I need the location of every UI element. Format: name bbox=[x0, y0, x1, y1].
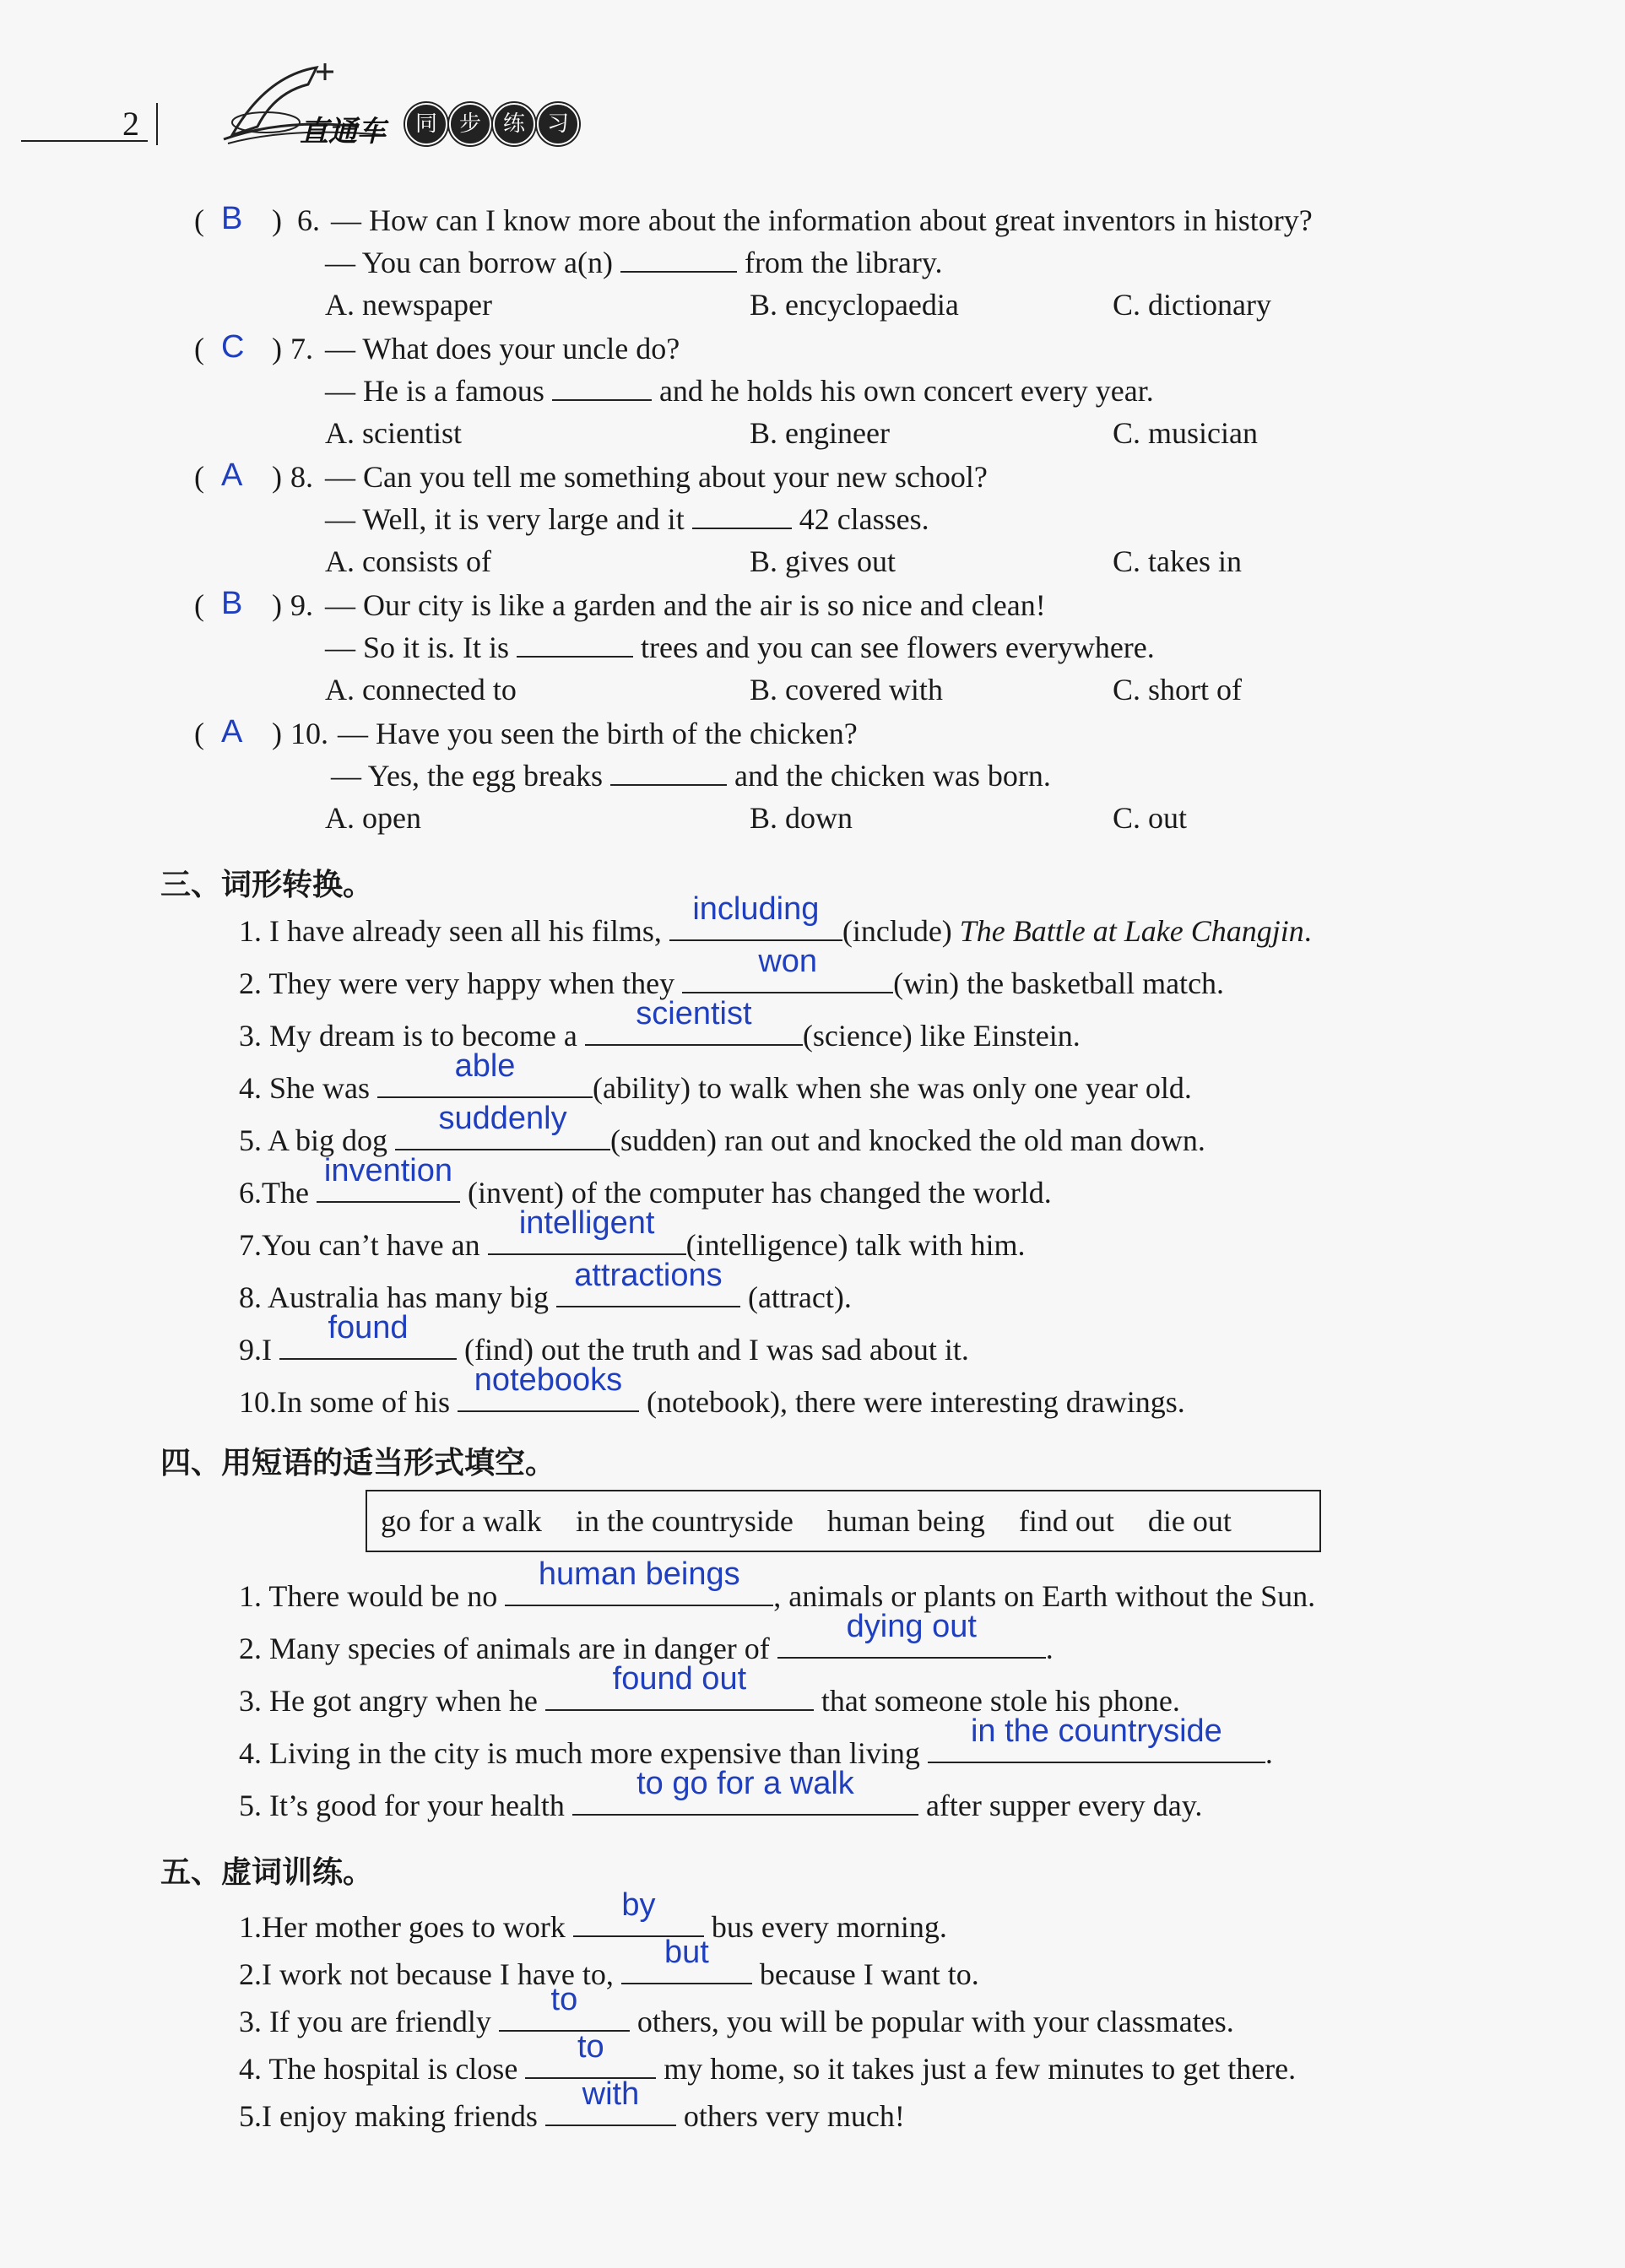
answer: by bbox=[621, 1887, 656, 1923]
item-post: because I want to. bbox=[759, 1957, 979, 1991]
answer: to go for a walk bbox=[636, 1766, 854, 1801]
item-post: others, you will be popular with your classmates. bbox=[636, 2005, 1234, 2038]
answer: found bbox=[328, 1310, 409, 1345]
answer: intelligent bbox=[518, 1205, 655, 1241]
reply-post: from the library. bbox=[744, 246, 943, 279]
item-post: (win) the basketball match. bbox=[893, 966, 1225, 1000]
reply-text bbox=[325, 501, 929, 537]
item-line bbox=[239, 2076, 905, 2134]
item-pre: 2.I work not because I have to, bbox=[239, 1957, 614, 1991]
item-post: bus every morning. bbox=[711, 1910, 947, 1944]
answer-slot bbox=[545, 1661, 814, 1719]
option-a: A. consists of bbox=[325, 544, 491, 578]
answer: scientist bbox=[636, 996, 752, 1031]
option-b: B. encyclopaedia bbox=[750, 288, 959, 322]
phrase-bank bbox=[366, 1490, 1321, 1552]
answer-slot bbox=[928, 1713, 1265, 1771]
answer: suddenly bbox=[438, 1101, 567, 1136]
item-pre: 3. He got angry when he bbox=[239, 1684, 538, 1718]
mc-answer: A bbox=[221, 714, 243, 750]
section-4-title: 四、用短语的适当形式填空。 bbox=[160, 1446, 556, 1480]
item-post: (notebook), there were interesting drawings. bbox=[646, 1385, 1185, 1419]
item-post: (intelligence) talk with him. bbox=[685, 1228, 1026, 1262]
badge-char: 练 bbox=[493, 103, 535, 145]
paren-close: ) bbox=[272, 460, 282, 494]
paren-open: ( bbox=[194, 717, 204, 750]
answer: invention bbox=[323, 1153, 453, 1188]
item-pre: 1. I have already seen all his films, bbox=[239, 914, 662, 948]
answer: found out bbox=[612, 1661, 747, 1697]
paren-close: ) bbox=[272, 332, 282, 365]
question-text: — Have you seen the birth of the chicken? bbox=[338, 717, 858, 750]
item-post: (include) bbox=[842, 914, 952, 948]
reply-pre: — So it is. It is bbox=[325, 631, 510, 664]
item-pre: 10.In some of his bbox=[239, 1385, 450, 1419]
answer-slot bbox=[279, 1310, 457, 1367]
answer-slot bbox=[458, 1362, 639, 1420]
mc-answer: C bbox=[221, 329, 245, 365]
answer-slot bbox=[572, 1766, 918, 1823]
answer: notebooks bbox=[474, 1362, 623, 1398]
option-a: A. connected to bbox=[325, 673, 517, 706]
item-line bbox=[239, 996, 1081, 1053]
question-number: 6. bbox=[297, 203, 320, 237]
answer: attractions bbox=[574, 1258, 723, 1293]
item-pre: 5. A big dog bbox=[239, 1123, 388, 1157]
answer: able bbox=[454, 1048, 516, 1084]
question-number: 8. bbox=[290, 460, 313, 494]
phrase: go for a walk bbox=[381, 1504, 542, 1538]
item-post: (invent) of the computer has changed the world. bbox=[467, 1176, 1052, 1210]
film-title: The Battle at Lake Changjin bbox=[959, 914, 1304, 948]
paren-close: ) bbox=[272, 588, 282, 622]
option-b: B. covered with bbox=[750, 673, 943, 706]
answer: won bbox=[758, 944, 818, 979]
answer: including bbox=[692, 891, 820, 927]
answer-slot bbox=[585, 996, 803, 1053]
option-b: B. gives out bbox=[750, 544, 896, 578]
answer-slot bbox=[556, 1258, 740, 1315]
question-number: 7. bbox=[290, 332, 313, 365]
answer: dying out bbox=[846, 1609, 977, 1644]
paren-open: ( bbox=[194, 332, 204, 365]
answer: to bbox=[577, 2029, 604, 2065]
reply-post: 42 classes. bbox=[799, 502, 929, 536]
badge-char: 步 bbox=[449, 103, 491, 145]
answer-slot bbox=[777, 1609, 1046, 1666]
badge-char: 同 bbox=[405, 103, 447, 145]
reply-post: and the chicken was born. bbox=[734, 759, 1051, 793]
answer: human beings bbox=[538, 1556, 740, 1592]
paren-close: ) bbox=[272, 717, 282, 750]
paren-open: ( bbox=[194, 588, 204, 622]
item-line bbox=[239, 1362, 1185, 1420]
blank bbox=[517, 631, 633, 658]
question-number: 10. bbox=[290, 717, 328, 750]
phrase: find out bbox=[1018, 1504, 1114, 1538]
answer: with bbox=[582, 2076, 640, 2112]
item-post: others very much! bbox=[683, 2099, 905, 2133]
option-c: C. takes in bbox=[1113, 544, 1242, 578]
option-b: B. engineer bbox=[750, 416, 890, 450]
item-pre: 8. Australia has many big bbox=[239, 1280, 549, 1314]
item-pre: 6.The bbox=[239, 1176, 309, 1210]
item-line bbox=[239, 1766, 1203, 1823]
option-b: B. down bbox=[750, 801, 853, 835]
option-c: C. dictionary bbox=[1113, 288, 1271, 322]
item-pre: 7.You can’t have an bbox=[239, 1228, 480, 1262]
answer-slot bbox=[505, 1556, 773, 1614]
option-a: A. newspaper bbox=[325, 288, 492, 322]
item-pre: 2. They were very happy when they bbox=[239, 966, 675, 1000]
item-post: my home, so it takes just a few minutes to get there. bbox=[664, 2052, 1297, 2086]
answer: in the countryside bbox=[970, 1713, 1222, 1749]
mc-answer: B bbox=[221, 586, 243, 621]
item-post: , animals or plants on Earth without the Sun. bbox=[773, 1579, 1316, 1613]
question-text: — What does your uncle do? bbox=[325, 332, 680, 365]
reply-pre: — Well, it is very large and it bbox=[325, 502, 685, 536]
item-line bbox=[239, 2029, 1297, 2087]
item-pre: 4. Living in the city is much more expensive than living bbox=[239, 1736, 920, 1770]
option-a: A. scientist bbox=[325, 416, 462, 450]
item-pre: 4. She was bbox=[239, 1071, 370, 1105]
blank bbox=[692, 502, 792, 529]
item-line bbox=[239, 1887, 947, 1945]
item-pre: 2. Many species of animals are in danger of bbox=[239, 1632, 770, 1665]
item-pre: 5.I enjoy making friends bbox=[239, 2099, 538, 2133]
paren-open: ( bbox=[194, 203, 204, 237]
option-c: C. short of bbox=[1113, 673, 1242, 706]
reply-pre: — He is a famous bbox=[325, 374, 544, 408]
phrase: die out bbox=[1147, 1504, 1232, 1538]
item-post: (ability) to walk when she was only one year old. bbox=[593, 1071, 1192, 1105]
answer-slot bbox=[317, 1153, 460, 1210]
item-pre: 9.I bbox=[239, 1333, 272, 1367]
item-line bbox=[239, 1982, 1234, 2039]
item-post: that someone stole his phone. bbox=[821, 1684, 1180, 1718]
item-line bbox=[239, 1048, 1192, 1106]
paren-close: ) bbox=[272, 203, 282, 237]
item-end: . bbox=[1303, 914, 1312, 948]
reply-post: and he holds his own concert every year. bbox=[658, 374, 1154, 408]
page-number: 2 bbox=[106, 103, 158, 145]
question-text: — How can I know more about the information about great inventors in history? bbox=[331, 203, 1313, 237]
item-post: (attract). bbox=[747, 1280, 852, 1314]
section-5-title: 五、虚词训练。 bbox=[160, 1855, 374, 1890]
item-post: (sudden) ran out and knocked the old man down. bbox=[610, 1123, 1205, 1157]
logo bbox=[215, 59, 401, 152]
option-a: A. open bbox=[325, 801, 421, 835]
answer-slot bbox=[621, 1935, 752, 1992]
item-post: (find) out the truth and I was sad about it. bbox=[464, 1333, 969, 1367]
reply-pre: — You can borrow a(n) bbox=[325, 246, 613, 279]
item-post: after supper every day. bbox=[925, 1789, 1203, 1822]
mc-answer: A bbox=[221, 457, 243, 493]
option-c: C. out bbox=[1113, 801, 1188, 835]
item-pre: 1.Her mother goes to work bbox=[239, 1910, 566, 1944]
item-pre: 3. If you are friendly bbox=[239, 2005, 491, 2038]
badge-char: 习 bbox=[537, 103, 579, 145]
item-post: . bbox=[1045, 1632, 1054, 1665]
logo-text: 直通车 bbox=[300, 115, 386, 149]
blank bbox=[610, 759, 727, 786]
reply-post: trees and you can see flowers everywhere. bbox=[641, 631, 1155, 664]
answer: but bbox=[664, 1935, 709, 1970]
mc-answer: B bbox=[221, 201, 243, 236]
item-post: . bbox=[1265, 1736, 1273, 1770]
item-pre: 3. My dream is to become a bbox=[239, 1019, 577, 1053]
reply-text bbox=[331, 758, 1051, 793]
item-pre: 4. The hospital is close bbox=[239, 2052, 518, 2086]
reply-text bbox=[325, 245, 943, 280]
item-post: (science) like Einstein. bbox=[802, 1019, 1081, 1053]
reply-pre: — Yes, the egg breaks bbox=[331, 759, 603, 793]
reply-text bbox=[325, 630, 1155, 665]
section-3-title: 三、词形转换。 bbox=[160, 868, 374, 902]
reply-text bbox=[325, 373, 1154, 409]
phrase: in the countryside bbox=[575, 1504, 794, 1538]
item-pre: 5. It’s good for your health bbox=[239, 1789, 565, 1822]
answer-slot bbox=[545, 2076, 676, 2134]
question-text: — Our city is like a garden and the air is so nice and clean! bbox=[325, 588, 1046, 622]
question-number: 9. bbox=[290, 588, 313, 622]
blank bbox=[620, 246, 737, 273]
phrase: human being bbox=[826, 1504, 985, 1538]
question-text: — Can you tell me something about your new school? bbox=[325, 460, 988, 494]
paren-open: ( bbox=[194, 460, 204, 494]
blank bbox=[552, 374, 652, 401]
item-pre: 1. There would be no bbox=[239, 1579, 498, 1613]
section-badge bbox=[405, 103, 579, 147]
option-c: C. musician bbox=[1113, 416, 1258, 450]
page-header bbox=[21, 59, 612, 152]
answer: to bbox=[550, 1982, 578, 2017]
